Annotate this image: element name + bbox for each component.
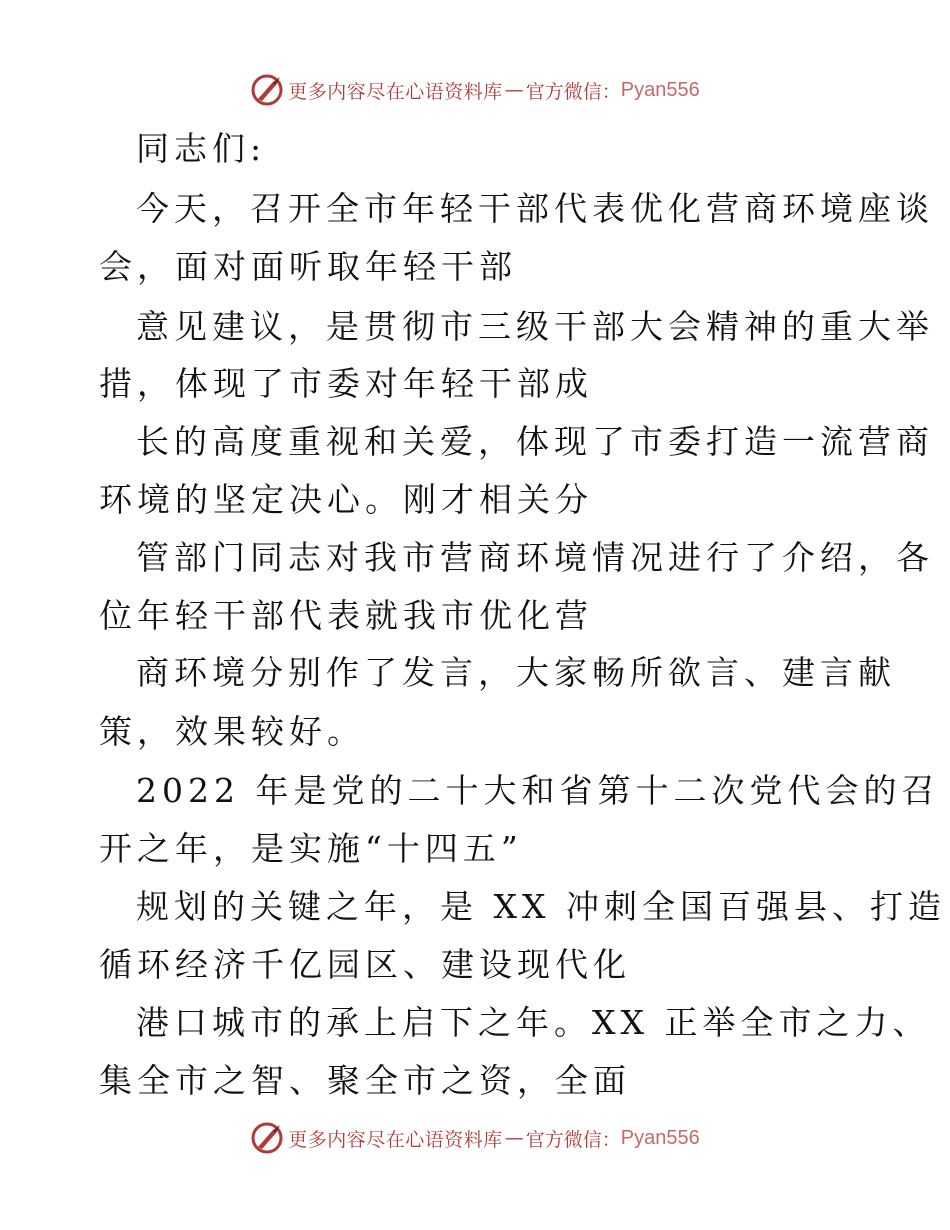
- body-line: 同志们:: [136, 129, 267, 168]
- body-line: 规划的关键之年，是 XX 冲刺全国百强县、打造: [136, 887, 946, 926]
- quill-logo-icon: [250, 73, 284, 107]
- body-line: 管部门同志对我市营商环境情况进行了介绍，各: [136, 538, 934, 577]
- body-line: 商环境分别作了发言，大家畅所欲言、建言献: [136, 653, 896, 692]
- body-line: 位年轻干部代表就我市优化营: [99, 596, 593, 635]
- body-line: 措，体现了市委对年轻干部成: [99, 364, 593, 403]
- body-line: 环境的坚定决心。刚才相关分: [99, 480, 593, 519]
- footer-dash: —: [504, 1127, 524, 1149]
- footer-wechat-account: Pyan556: [620, 1126, 700, 1149]
- body-line: 会，面对面听取年轻干部: [99, 247, 517, 286]
- body-line: 意见建议，是贯彻市三级干部大会精神的重大举: [136, 307, 934, 346]
- body-line: 循环经济千亿园区、建设现代化: [99, 945, 631, 984]
- body-line: 2022 年是党的二十大和省第十二次党代会的召: [136, 771, 940, 810]
- header-wechat-account: Pyan556: [620, 78, 700, 101]
- header-wechat-label: 官方微信：: [525, 80, 621, 103]
- quill-logo-icon: [250, 1121, 284, 1155]
- footer-wechat-label: 官方微信：: [525, 1128, 621, 1151]
- header-banner: [0, 70, 950, 110]
- footer-brand-text: 更多内容尽在心语资料库: [288, 1128, 503, 1151]
- footer-banner: [0, 1118, 950, 1158]
- body-line: 集全市之智、聚全市之资，全面: [99, 1061, 631, 1100]
- header-dash: —: [504, 79, 524, 101]
- body-line: 今天，召开全市年轻干部代表优化营商环境座谈: [136, 189, 934, 228]
- body-line: 开之年，是实施“十四五”: [99, 829, 523, 868]
- body-line: 港口城市的承上启下之年。XX 正举全市之力、: [136, 1003, 931, 1042]
- body-line: 长的高度重视和关爱，体现了市委打造一流营商: [136, 422, 934, 461]
- body-line: 策，效果较好。: [99, 712, 365, 751]
- header-brand-text: 更多内容尽在心语资料库: [288, 80, 503, 103]
